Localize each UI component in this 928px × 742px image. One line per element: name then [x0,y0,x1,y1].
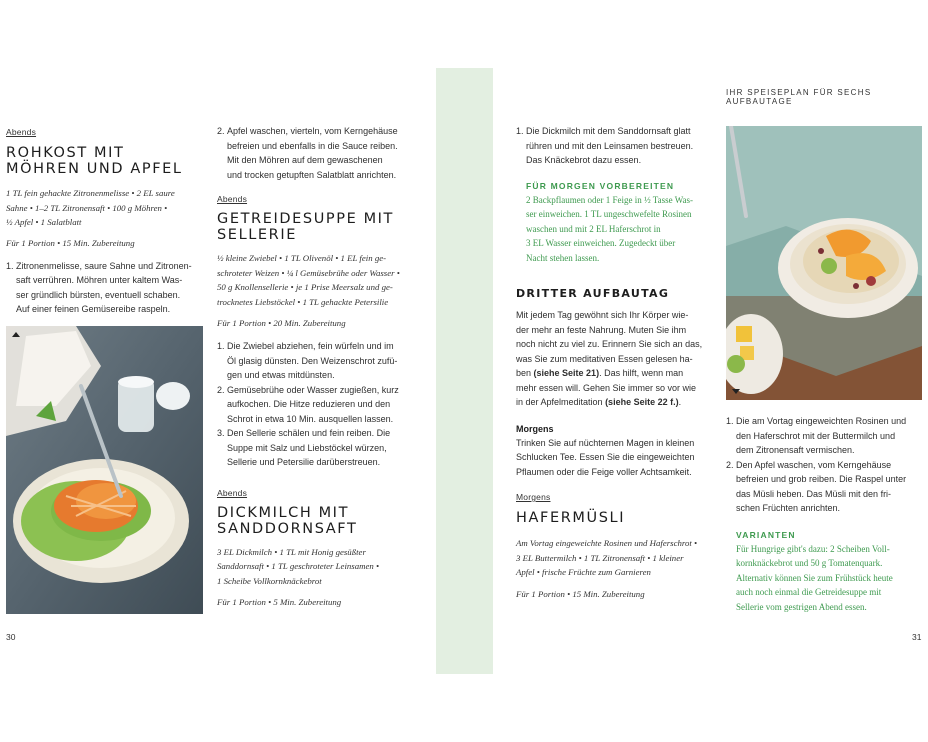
para-line [516,395,716,410]
step-line: Öl glasig dünsten. Den Weizenschrot zufü- [227,355,398,366]
photo-carrot-salad [6,326,203,614]
prep-line: ser einweichen. 1 TL ungeschwefelte Rosinen [526,209,692,219]
para-line: was Sie zum meditativen Essen gelesen ha- [516,353,693,364]
prep-line: Nacht stehen lassen. [526,252,600,263]
prep-line: waschen und mit 2 EL Haferschrot in [526,223,661,234]
step-line: Gemüsebrühe oder Wasser zugießen, kurz [227,384,399,395]
step-line: Den Apfel waschen, vom Kerngehäuse [736,459,892,470]
step-number: 3. [217,428,225,438]
step-number: 2. [217,384,225,395]
step-line: das Müsli heben. Das Müsli mit den fri- [736,488,892,499]
title-line: DICKMILCH MIT [217,504,350,521]
step-line: Suppe mit Salz und Liebstöckel würzen, [227,442,387,453]
prep-heading: FÜR MORGEN VORBEREITEN [526,180,675,191]
photo-marker-down-icon [732,389,740,394]
prep-box [516,181,716,266]
ingredient-line: Apfel • frische Früchte zum Garnieren [516,567,651,577]
para-text: in der Apfelmeditation [516,397,606,407]
center-green-band [436,68,493,674]
ingredients [6,186,206,230]
ingredient-line: ½ kleine Zwiebel • 1 TL Olivenöl • 1 EL fein ge- [217,253,387,263]
photo-marker-up-icon [12,332,20,337]
step-line: ser gründlich bürsten, eventuell schaben. [16,289,181,300]
step-number: 1. [516,126,524,136]
photo-muesli [726,126,922,400]
step-line: aufkochen. Die Hitze reduzieren und den [227,399,391,409]
para-line [516,366,716,381]
ingredient-line: Sanddornsaft • 1 TL geschroteter Leinsamen • [217,561,380,571]
title-line: GETREIDESUPPE MIT [217,211,395,227]
running-head: IHR SPEISEPLAN FÜR SECHS AUFBAUTAGE [726,88,872,106]
meal-label: Abends [217,487,248,498]
variants-heading: VARIANTEN [736,529,796,540]
recipe-column-4 [726,414,926,614]
step-line: befreien und grob reiben. Die Raspel unter [736,474,907,484]
step [217,426,417,470]
step-number: 1. [6,260,14,271]
title-line: MÖHREN UND APFEL [6,161,183,177]
step-number: 2. [217,126,225,136]
variants-line: Alternativ können Sie zum Frühstück heute [736,572,893,583]
steps-list [6,259,206,317]
step [726,458,926,516]
variants-box [726,530,926,615]
step-line: und trocken getupften Salatblatt anrichten. [227,169,397,180]
ingredient-line: Sahne • 1–2 TL Zitronensaft • 100 g Möhren • [6,202,168,213]
para-text: . Das hilft, wenn man [599,368,684,378]
steps-list [726,414,926,516]
ingredients [516,536,716,580]
day-heading: DRITTER AUFBAUTAG [516,287,670,300]
step-number: 2. [726,459,734,470]
prep-line: 3 EL Wasser einweichen. Zugedeckt über [526,238,676,248]
step [6,259,206,317]
recipe-column-2 [217,124,417,608]
step [217,383,417,427]
step-number: 1. [726,416,734,426]
step-line: Zitronenmelisse, saure Sahne und Zitronen- [16,260,192,271]
step-line: Die am Vortag eingeweichten Rosinen und [736,416,907,426]
ingredient-line: trocknetes Liebstöckel • 1 TL gehackte Petersilie [217,296,389,307]
para-line: Trinken Sie auf nüchternen Magen in kleinen [516,437,695,448]
step-line: saft verrühren. Möhren unter kaltem Was- [16,275,183,285]
para-line: Mit jedem Tag gewöhnt sich Ihr Körper wie- [516,310,689,320]
para-line: mehr essen will. Gehen Sie immer so vor wie [516,382,697,393]
ingredient-line: 1 TL fein gehackte Zitronenmelisse • 2 EL saure [6,188,175,198]
page-number-right: 31 [912,632,922,642]
para-line: Pflaumen oder die Feige voller Achtsamkeit. [516,466,692,477]
meal-label: Abends [6,127,37,137]
step-line: den Haferschrot mit der Buttermilch und [736,430,896,441]
variants-line: Für Hungrige gibt's dazu: 2 Scheiben Voll- [736,543,890,554]
recipe-title [217,505,417,537]
variants-text [736,542,926,615]
meal-label: Abends [217,194,248,204]
title-line: ROHKOST MIT [6,145,125,161]
step [217,124,417,182]
muesli-image [726,126,922,400]
portion-meta: Für 1 Portion • 15 Min. Zubereitung [516,588,645,599]
step-line: Apfel waschen, vierteln, vom Kerngehäuse [227,126,398,136]
title-line: SANDDORNSAFT [217,520,358,537]
para-text: . [678,397,682,407]
para-line: der mehr an feste Nahrung. Muten Sie ihm [516,324,687,335]
morning-heading: Morgens [516,423,554,434]
steps-list [217,339,417,470]
step-line: gen und etwas mitdünsten. [227,370,335,380]
ingredient-line: 1 Scheibe Vollkornknäckebrot [217,575,322,586]
ingredient-line: schroteter Weizen • ¼ l Gemüsebrühe oder Wasser • [217,267,400,278]
step [516,124,716,168]
para-line: noch nicht zu viel zu. Erinnern Sie sich an das, [516,339,703,349]
ingredient-line: 50 g Knollensellerie • je 1 Prise Meersalz und ge- [217,282,393,292]
portion-meta: Für 1 Portion • 5 Min. Zubereitung [217,597,342,607]
ingredient-line: 3 EL Buttermilch • 1 TL Zitronensaft • 1 kleiner [516,552,684,563]
carrot-salad-image [6,326,203,614]
steps-list-continued [217,124,417,182]
page-reference: (siehe Seite 22 f.) [605,397,679,407]
prep-text [526,193,716,266]
ingredient-line: 3 EL Dickmilch • 1 TL mit Honig gesüßter [217,546,366,557]
step-line: Den Sellerie schälen und fein reiben. Die [227,428,391,438]
step [726,414,926,458]
day-intro [516,308,716,410]
step-line: Sellerie und Petersilie darüberstreuen. [227,457,381,467]
recipe-title [217,211,417,243]
recipe-title [6,145,206,177]
step-line: Mit den Möhren auf dem gewaschenen [227,155,383,165]
step-line: Die Zwiebel abziehen, fein würfeln und im [227,341,394,351]
portion-meta: Für 1 Portion • 20 Min. Zubereitung [217,318,346,328]
para-text: ben [516,368,534,378]
recipe-title: HAFERMÜSLI [516,510,626,526]
step [217,339,417,383]
ingredient-line: Am Vortag eingeweichte Rosinen und Haferschrot • [516,538,698,548]
variants-line: kornknäckebrot und 50 g Tomatenquark. [736,558,883,568]
portion-meta: Für 1 Portion • 15 Min. Zubereitung [6,237,135,248]
prep-line: 2 Backpflaumen oder 1 Feige in ½ Tasse Was- [526,194,694,205]
steps-list [516,124,716,168]
ingredients [217,251,417,309]
ingredient-line: ½ Apfel • 1 Salatblatt [6,217,82,227]
morning-text [516,436,716,480]
variants-line: auch noch einmal die Getreidesuppe mit [736,587,882,597]
step-line: Das Knäckebrot dazu essen. [526,155,642,165]
recipe-rohkost [6,127,206,317]
step-number: 1. [217,341,225,351]
page-reference: (siehe Seite 21) [533,368,600,378]
step-line: dem Zitronensaft vermischen. [736,445,855,455]
ingredients [217,545,417,589]
step-line: befreien und ebenfalls in die Sauce reiben. [227,140,398,151]
meal-label: Morgens [516,492,551,502]
page-number-left: 30 [6,632,16,642]
variants-line: Sellerie vom gestrigen Abend essen. [736,601,867,612]
step-line: Die Dickmilch mit dem Sanddornsaft glatt [526,126,691,136]
step-line: Schrot in etwa 10 Min. ausquellen lassen. [227,413,394,424]
title-line: SELLERIE [217,227,297,243]
step-line: rühren und mit den Leinsamen bestreuen. [526,140,694,151]
recipe-column-3 [516,124,716,600]
step-line: Auf einer feinen Gemüsereibe raspeln. [16,304,171,314]
step-line: schen Früchten anrichten. [736,503,841,513]
para-line: Schlucken Tee. Essen Sie die eingeweichten [516,452,695,462]
